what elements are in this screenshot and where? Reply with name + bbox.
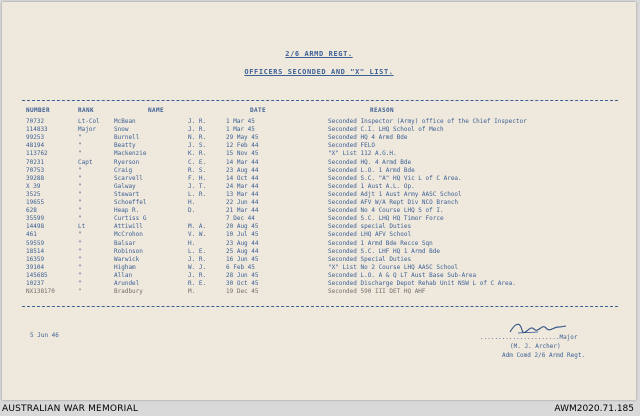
officer-row [2, 199, 636, 207]
cell-number: 628 [26, 207, 37, 215]
cell-rank: " [78, 247, 82, 255]
cell-name: Snow [114, 126, 129, 134]
header-rule [22, 100, 618, 101]
cell-name: Burnell [114, 134, 140, 142]
cell-rank: " [78, 263, 82, 271]
cell-number: 59559 [26, 239, 45, 247]
officer-row [2, 191, 636, 199]
cell-rank: Major [78, 126, 97, 134]
cell-initials: C. E. [188, 158, 207, 166]
cell-reason: Seconded HQ. 4 Armd Bde [328, 158, 412, 166]
header-rank: RANK [78, 107, 95, 114]
cell-rank: " [78, 142, 82, 150]
cell-name: Warwick [114, 255, 140, 263]
cell-rank: " [78, 134, 82, 142]
cell-reason: Seconded No 4 Course LHQ S of I. [328, 207, 444, 215]
header-date: DATE [250, 107, 267, 114]
officer-row [2, 183, 636, 191]
document-subtitle: OFFICERS SECONDED AND "X" LIST. [244, 68, 394, 76]
cell-name: Ryerson [114, 158, 140, 166]
officer-row [2, 126, 636, 134]
cell-date: 22 Jun 44 [226, 199, 259, 206]
cell-date: 19 Dec 45 [226, 288, 259, 296]
cell-date: 14 Oct 44 [226, 174, 259, 182]
cell-name: Mackenzie [114, 150, 147, 158]
officer-row [2, 272, 636, 280]
officer-row [2, 150, 636, 158]
signature-line: ......................Major [480, 334, 578, 341]
document-date: 5 Jun 46 [30, 332, 59, 339]
cell-rank: " [78, 150, 82, 158]
document-title: 2/6 ARMD REGT. [285, 50, 353, 58]
officer-row [2, 175, 636, 183]
cell-reason: Seconded Special Duties [328, 255, 412, 263]
cell-reason: "X" List No 2 Course LHQ AASC School [328, 263, 459, 271]
cell-initials: K. R. [188, 150, 207, 158]
cell-number: 39288 [26, 174, 45, 182]
cell-reason: Seconded S.C. LHF HQ 1 Armd Bde [328, 247, 440, 255]
cell-date: 23 Aug 44 [226, 166, 259, 174]
accession-number: AWM2020.71.185 [554, 404, 634, 414]
officer-row [2, 159, 636, 167]
cell-reason: Seconded FELO [328, 142, 375, 150]
cell-initials: V. W. [188, 231, 207, 239]
cell-number: 70231 [26, 158, 45, 166]
cell-date: 20 Aug 45 [226, 223, 259, 231]
cell-name: Heap R. [114, 207, 140, 215]
cell-date: 7 Dec 44 [226, 215, 255, 223]
cell-rank: " [78, 255, 82, 263]
cell-date: 29 May 45 [226, 134, 259, 142]
cell-date: 14 Mar 44 [226, 158, 259, 166]
officer-row [2, 223, 636, 231]
cell-rank: " [78, 166, 82, 174]
cell-reason: Seconded LHQ AFV School [328, 231, 412, 239]
cell-rank: " [78, 280, 82, 287]
cell-date: 30 Oct 45 [226, 280, 259, 287]
cell-date: 10 Jul 45 [226, 231, 259, 239]
cell-reason: Seconded L.O. 1 Armd Bde [328, 166, 415, 174]
officer-row [2, 118, 636, 126]
cell-name: Beatty [114, 142, 136, 150]
cell-rank: " [78, 182, 82, 190]
cell-number: 461 [26, 231, 37, 239]
cell-initials: D. [188, 207, 196, 215]
cell-number: 48194 [26, 142, 45, 150]
cell-reason: Seconded Discharge Depot Rehab Unit NSW L of C Area. [328, 280, 516, 287]
cell-rank: Lt [78, 223, 86, 231]
cell-reason: Seconded Adjt 1 Aust Army AASC School [328, 190, 462, 198]
footer-rule [22, 306, 618, 307]
officer-row [2, 134, 636, 142]
cell-initials: R. E. [188, 280, 207, 287]
officer-row [2, 280, 636, 288]
cell-reason: Seconded special Duties [328, 223, 412, 231]
cell-name: Bradbury [114, 288, 143, 296]
cell-number: 19655 [26, 199, 45, 206]
cell-number: 14498 [26, 223, 45, 231]
cell-number: 10237 [26, 280, 45, 287]
cell-number: 18514 [26, 247, 45, 255]
cell-reason: Seconded HQ 4 Armd Bde [328, 134, 408, 142]
officer-row [2, 167, 636, 175]
cell-number: 70732 [26, 118, 45, 125]
cell-rank: Lt-Col [78, 118, 100, 125]
cell-number: 99253 [26, 134, 45, 142]
cell-name: Higham [114, 263, 136, 271]
cell-reason: Seconded AFV W/A Rept Div NCO Branch [328, 199, 459, 206]
cell-number: 114833 [26, 126, 48, 134]
cell-initials: J. R. [188, 271, 207, 279]
cell-name: Robinson [114, 247, 143, 255]
cell-date: 21 Mar 44 [226, 207, 259, 215]
cell-name: McCrohon [114, 231, 143, 239]
cell-name: Balsar [114, 239, 136, 247]
cell-initials: M. A. [188, 223, 207, 231]
cell-reason: Seconded Inspector (Army) office of the Chief Inspector [328, 118, 527, 125]
cell-date: 1 Mar 45 [226, 118, 255, 125]
cell-date: 13 Mar 44 [226, 190, 259, 198]
cell-rank: " [78, 199, 82, 206]
officer-row [2, 231, 636, 239]
cell-initials: J. S. [188, 142, 207, 150]
cell-number: X 39 [26, 182, 41, 190]
memorial-credit: AUSTRALIAN WAR MEMORIAL [2, 404, 139, 414]
cell-reason: Seconded C.I. LHQ School of Mech [328, 126, 444, 134]
cell-number: 35599 [26, 215, 45, 223]
cell-date: 16 Jun 45 [226, 255, 259, 263]
cell-rank: " [78, 207, 82, 215]
cell-rank: " [78, 288, 82, 296]
cell-date: 15 Nov 45 [226, 150, 259, 158]
cell-initials: J. R. [188, 255, 207, 263]
cell-rank: " [78, 271, 82, 279]
cell-rank: " [78, 239, 82, 247]
cell-initials: L. R. [188, 190, 207, 198]
cell-name: Stewart [114, 190, 140, 198]
cell-rank: Capt [78, 158, 93, 166]
cell-initials: J. R. [188, 126, 207, 134]
cell-rank: " [78, 215, 82, 223]
cell-initials: M. [188, 288, 196, 296]
cell-name: Galway [114, 182, 136, 190]
cell-initials: H. [188, 239, 196, 247]
cell-initials: L. E. [188, 247, 207, 255]
cell-number: 39104 [26, 263, 45, 271]
header-reason: REASON [370, 107, 395, 114]
cell-date: 12 Feb 44 [226, 142, 259, 150]
cell-name: Craig [114, 166, 133, 174]
cell-number: 16359 [26, 255, 45, 263]
header-number: NUMBER [26, 107, 51, 114]
officer-row [2, 240, 636, 248]
cell-date: 24 Mar 44 [226, 182, 259, 190]
cell-initials: N. R. [188, 134, 207, 142]
document-page [2, 2, 636, 400]
cell-initials: J. R. [188, 118, 207, 125]
cell-reason: Seconded S.C. LHQ HQ Timor Force [328, 215, 444, 223]
officer-row [2, 142, 636, 150]
cell-name: Attiwill [114, 223, 143, 231]
header-name: NAME [148, 107, 165, 114]
cell-reason: "X" List 112 A.G.H. [328, 150, 397, 158]
cell-reason: Seconded 1 Aust A.L. Op. [328, 182, 415, 190]
cell-rank: " [78, 231, 82, 239]
cell-name: Allan [114, 271, 133, 279]
cell-initials: R. S. [188, 166, 207, 174]
cell-reason: Seconded L.O. A & Q LT Aust Base Sub-Area [328, 271, 477, 279]
officer-row [2, 215, 636, 223]
cell-name: Scarvell [114, 174, 143, 182]
cell-date: 25 Aug 44 [226, 247, 259, 255]
officer-row [2, 288, 636, 296]
cell-initials: H. [188, 199, 196, 206]
cell-initials: W. J. [188, 263, 207, 271]
cell-reason: Seconded 590 III DET HQ AHF [328, 288, 426, 296]
officer-row [2, 207, 636, 215]
cell-number: 70753 [26, 166, 45, 174]
cell-date: 1 Mar 45 [226, 126, 255, 134]
cell-number: 113762 [26, 150, 48, 158]
cell-date: 23 Aug 44 [226, 239, 259, 247]
cell-name: Schoeffel [114, 199, 147, 206]
cell-number: 145685 [26, 271, 48, 279]
signatory-name: (M. J. Archer) [510, 343, 561, 350]
cell-rank: " [78, 174, 82, 182]
cell-number: NX138170 [26, 288, 55, 296]
cell-date: 6 Feb 45 [226, 263, 255, 271]
signatory-title: Adm Comd 2/6 Armd Regt. [502, 352, 586, 359]
cell-reason: Seconded 1 Armd Bde Recce Sqn [328, 239, 433, 247]
cell-initials: F. H. [188, 174, 207, 182]
officer-row [2, 248, 636, 256]
officer-row [2, 256, 636, 264]
cell-name: Arundel [114, 280, 140, 287]
cell-date: 28 Jun 45 [226, 271, 259, 279]
cell-name: McBean [114, 118, 136, 125]
cell-rank: " [78, 190, 82, 198]
cell-initials: J. T. [188, 182, 207, 190]
cell-number: 3525 [26, 190, 41, 198]
officer-row [2, 264, 636, 272]
cell-name: Curtiss G [114, 215, 147, 223]
cell-reason: Seconded S.C. "A" HQ Vic L of C Area. [328, 174, 462, 182]
